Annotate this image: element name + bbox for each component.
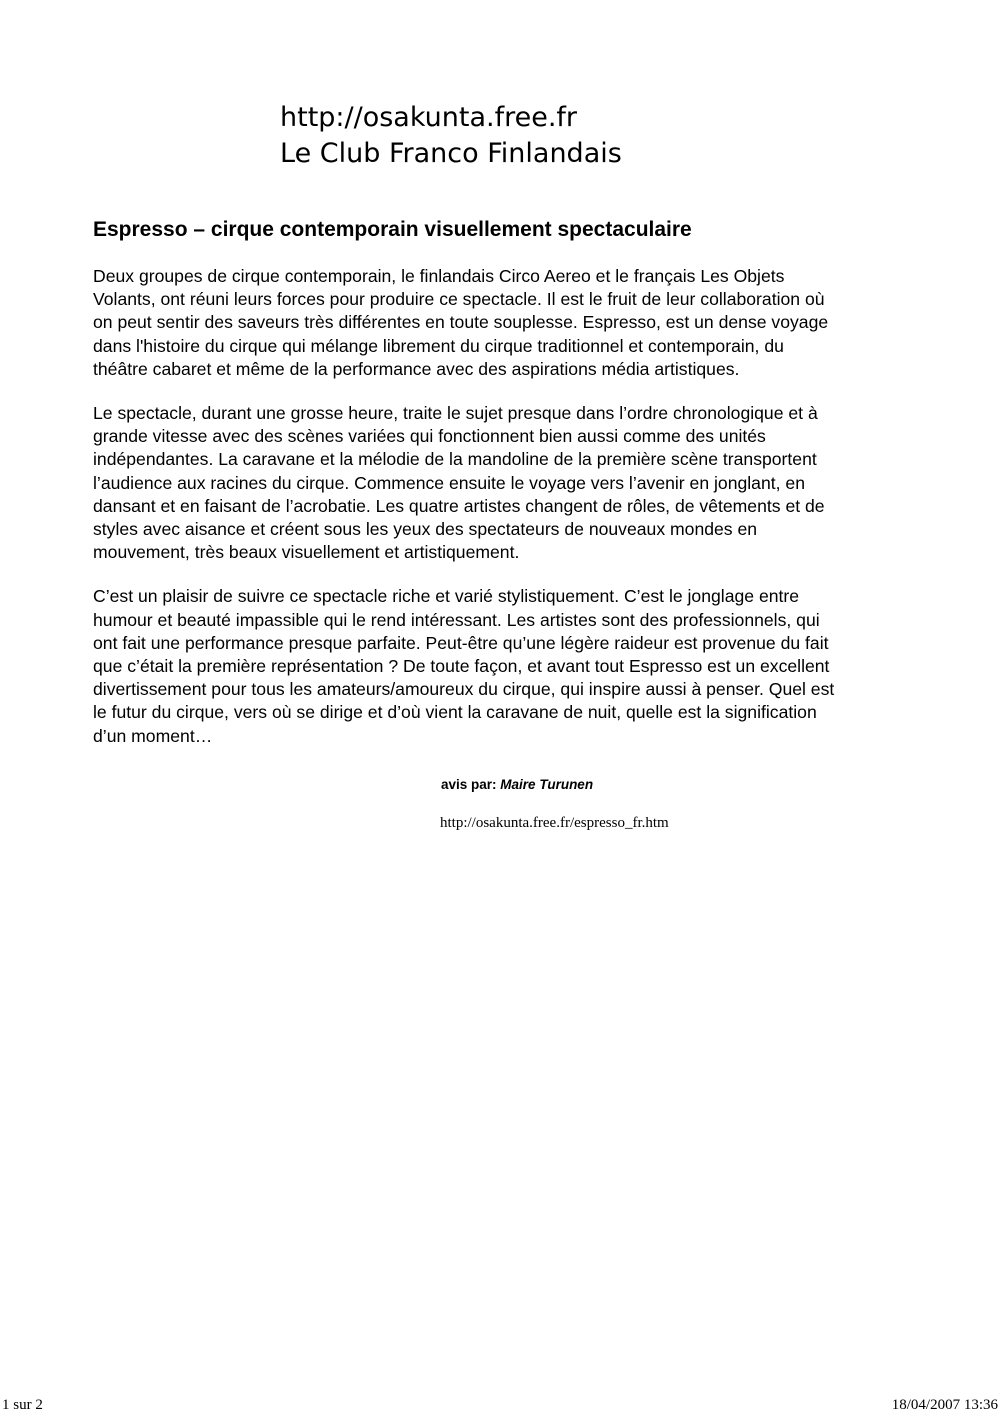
- page-indicator: 1 sur 2: [2, 1397, 43, 1413]
- text-line: divertissement pour tous les amateurs/amoureux du cirque, qui inspire aussi à penser. Quel est: [93, 679, 835, 700]
- site-url-heading: http://osakunta.free.fr: [280, 102, 578, 133]
- print-timestamp: 18/04/2007 13:36: [891, 1397, 998, 1413]
- club-name-heading: Le Club Franco Finlandais: [280, 138, 622, 169]
- text-line: mouvement, très beaux visuellement et artistiquement.: [93, 542, 520, 563]
- text-line: théâtre cabaret et même de la performance avec des aspirations média artistiques.: [93, 358, 740, 379]
- text-line: grande vitesse avec des scènes variées qui fonctionnent bien aussi comme des unités: [93, 426, 766, 447]
- text-line: d’un moment…: [93, 725, 213, 746]
- text-line: Deux groupes de cirque contemporain, le finlandais Circo Aereo et le français Les Objets: [93, 266, 785, 286]
- paragraph-3: [93, 585, 953, 747]
- byline-label: avis par:: [441, 777, 497, 792]
- text-line: que c’était la première représentation ? De toute façon, et avant tout Espresso est un excellent: [93, 656, 830, 677]
- text-line: dansant et en faisant de l’acrobatie. Les quatre artistes changent de rôles, de vêtements et de: [93, 495, 825, 516]
- text-line: dans l'histoire du cirque qui mélange librement du cirque traditionnel et contemporain, du: [93, 335, 784, 356]
- text-line: indépendantes. La caravane et la mélodie de la mandoline de la première scène transportent: [93, 449, 817, 470]
- text-line: styles avec aisance et créent sous les yeux des spectateurs de nouveaux mondes en: [93, 519, 758, 540]
- author-name: Maire Turunen: [500, 777, 594, 792]
- text-line: Le spectacle, durant une grosse heure, traite le sujet presque dans l’ordre chronologique et à: [93, 403, 818, 424]
- text-line: ont fait une performance presque parfaite. Peut-être qu’une légère raideur est provenue du fait: [93, 632, 829, 653]
- paragraph-1: [93, 265, 953, 381]
- text-line: le futur du cirque, vers où se dirige et d’où vient la caravane de nuit, quelle est la signification: [93, 702, 817, 723]
- text-line: Volants, ont réuni leurs forces pour produire ce spectacle. Il est le fruit de leur collaboration où: [93, 289, 825, 310]
- text-line: on peut sentir des saveurs très différentes en toute souplesse. Espresso, est un dense voyage: [93, 312, 829, 333]
- article-title: Espresso – cirque contemporain visuellement spectaculaire: [93, 218, 692, 241]
- text-line: C’est un plaisir de suivre ce spectacle riche et varié stylistiquement. C’est le jonglage entre: [93, 586, 800, 607]
- article-body: [93, 265, 953, 769]
- byline: [441, 776, 593, 794]
- text-line: l’audience aux racines du cirque. Commence ensuite le voyage vers l’avenir en jonglant, en: [93, 472, 805, 493]
- site-header: [280, 100, 622, 172]
- paragraph-2: [93, 402, 953, 564]
- page-url: http://osakunta.free.fr/espresso_fr.htm: [440, 815, 669, 831]
- text-line: humour et beauté impassible qui le rend intéressant. Les artistes sont des professionnels, qui: [93, 609, 820, 630]
